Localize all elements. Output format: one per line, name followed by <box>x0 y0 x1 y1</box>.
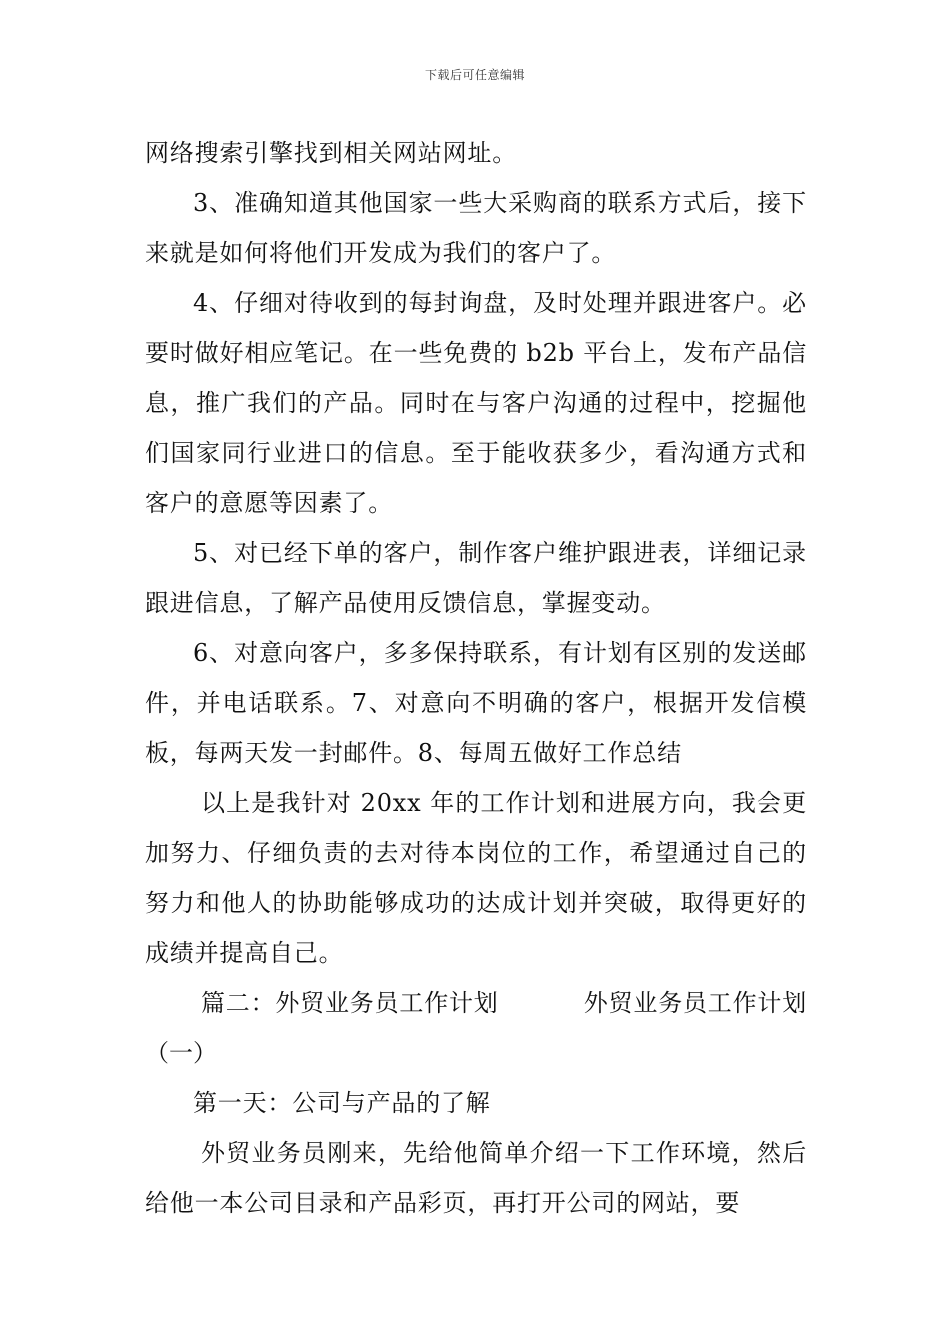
paragraph-item-3: 3、准确知道其他国家一些大采购商的联系方式后，接下来就是如何将他们开发成为我们的客户了。 <box>145 189 807 267</box>
section-two-title <box>145 978 807 1028</box>
section-two-title-suffix: （一） <box>145 1039 217 1067</box>
day-one-intro: 外贸业务员刚来，先给他简单介绍一下工作环境，然后给他一本公司目录和产品彩页，再打开公司的网站，要 <box>145 1139 807 1217</box>
day-one-heading: 第一天：公司与产品的了解 <box>193 1089 491 1117</box>
paragraph-item-4: 4、仔细对待收到的每封询盘，及时处理并跟进客户。必要时做好相应笔记。在一些免费的 b2b 平台上，发布产品信息，推广我们的产品。同时在与客户沟通的过程中，挖掘他们国家同行业进口的信息。至于能收获多少，看沟通方式和客户的意愿等因素了。 <box>145 289 807 517</box>
paragraph-continuation: 网络搜索引擎找到相关网站网址。 <box>145 139 517 167</box>
section-two-title-right: 外贸业务员工作计划 <box>583 989 807 1017</box>
paragraph-item-5: 5、对已经下单的客户，制作客户维护跟进表，详细记录跟进信息，了解产品使用反馈信息，掌握变动。 <box>145 539 807 617</box>
document-body <box>145 128 807 1228</box>
paragraph-item-6-8: 6、对意向客户，多多保持联系，有计划有区别的发送邮件，并电话联系。7、对意向不明确的客户，根据开发信模板，每两天发一封邮件。8、每周五做好工作总结 <box>145 639 807 767</box>
paragraph-summary: 以上是我针对 20xx 年的工作计划和进展方向，我会更加努力、仔细负责的去对待本岗位的工作，希望通过自己的努力和他人的协助能够成功的达成计划并突破，取得更好的成绩并提高自己。 <box>145 789 807 967</box>
section-two-title-left: 篇二：外贸业务员工作计划 <box>201 989 499 1017</box>
page-header: 下载后可任意编辑 <box>424 68 525 82</box>
